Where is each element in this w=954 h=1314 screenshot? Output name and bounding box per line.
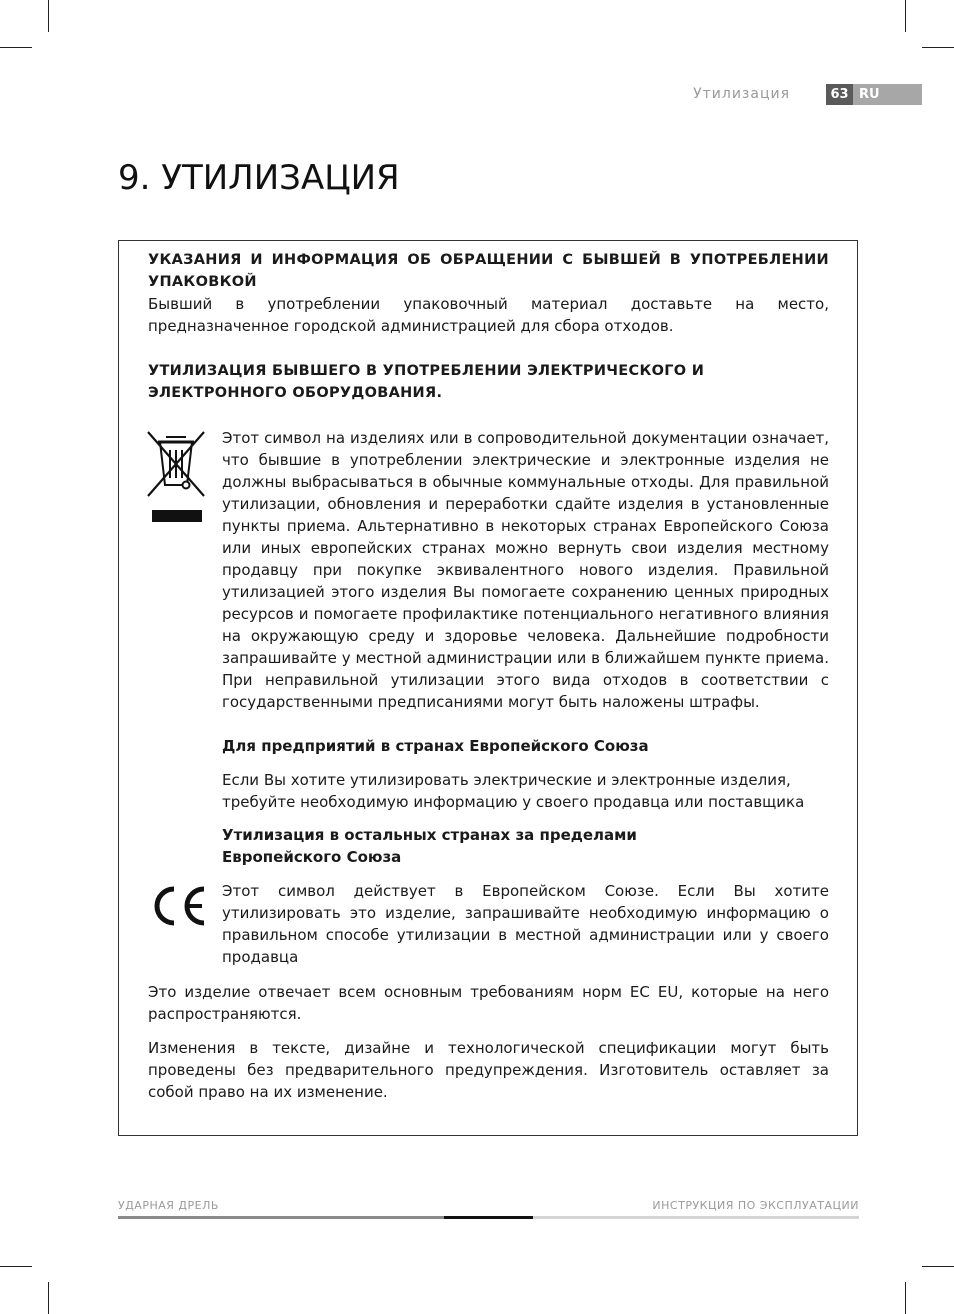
weee-text: Этот символ на изделиях или в сопроводительной документации означает, что бывшие в употреблении электрические и электронные изделия не должны выбрасываться в обычные коммунальные отходы. Для правильной утилизации, обновления и переработки сдайте изделия в установленные пункты приема. Альтернативно в некоторых странах Европейского Союза или иных европейских странах можно вернуть свои изделия местному продавцу при покупке эквивалентного нового изделия. Правильной утилизацией этого изделия Вы помогаете сохранению ценных природных ресурсов и помогаете профилактике потенциального негативного влияния на окружающую среду и здоровье человека. Дальнейшие подробности запрашивайте у местной администрации или в ближайшем пункте приема. При неправильной утилизации этого вида отходов в соответствии с государственными предписаниями могут быть наложены штрафы. <box>222 429 829 711</box>
crossed-bin-icon <box>146 430 206 524</box>
ce-mark-icon <box>150 885 208 927</box>
page-title: 9. УТИЛИЗАЦИЯ <box>118 158 400 198</box>
crop-mark <box>48 0 49 32</box>
crop-mark <box>905 1282 906 1314</box>
language-label: RU <box>859 87 880 102</box>
weee-heading: УТИЛИЗАЦИЯ БЫВШЕГО В УПОТРЕБЛЕНИИ ЭЛЕКТРИЧЕСКОГО И ЭЛЕКТРОННОГО ОБОРУДОВАНИЯ. <box>148 363 705 401</box>
crop-mark <box>922 47 954 48</box>
outside-eu-heading-line1: Утилизация в остальных странах за пределами <box>222 826 637 844</box>
footer-bar-right <box>533 1216 859 1219</box>
footer-doc-type: ИНСТРУКЦИЯ ПО ЭКСПЛУАТАЦИИ <box>652 1199 859 1212</box>
header-page-tab <box>826 84 922 105</box>
crop-mark <box>48 1282 49 1314</box>
footer-bar-middle <box>444 1216 533 1219</box>
eu-business-heading: Для предприятий в странах Европейского Союза <box>222 737 649 755</box>
footer-product-name: УДАРНАЯ ДРЕЛЬ <box>118 1199 219 1212</box>
packaging-heading: УКАЗАНИЯ И ИНФОРМАЦИЯ ОБ ОБРАЩЕНИИ С БЫВШЕЙ В УПОТРЕБЛЕНИИ УПАКОВКОЙ <box>148 252 829 290</box>
header-section-label: Утилизация <box>693 86 790 102</box>
outside-eu-heading-line2: Европейского Союза <box>222 848 402 866</box>
crop-mark <box>0 47 32 48</box>
crop-mark <box>0 1266 32 1267</box>
crop-mark <box>905 0 906 32</box>
footer-bar-left <box>118 1216 444 1219</box>
outside-eu-text: Этот символ действует в Европейском Союзе. Если Вы хотите утилизировать это изделие, запрашивайте необходимую информацию о правильном способе утилизации в местной администрации или у своего продавца <box>222 882 829 966</box>
changes-text: Изменения в тексте, дизайне и технологической спецификации могут быть проведены без предварительного предупреждения. Изготовитель оставляет за собой право на их изменение. <box>148 1039 829 1101</box>
page-number: 63 <box>826 84 853 105</box>
crop-mark <box>922 1266 954 1267</box>
compliance-text: Это изделие отвечает всем основным требованиям норм ЕС EU, которые на него распространяются. <box>148 983 829 1023</box>
packaging-text: Бывший в употреблении упаковочный материал доставьте на место, предназначенное городской администрацией для сбора отходов. <box>148 295 829 335</box>
eu-business-text: Если Вы хотите утилизировать электрические и электронные изделия, требуйте необходимую информацию у своего продавца или поставщика <box>222 771 805 811</box>
